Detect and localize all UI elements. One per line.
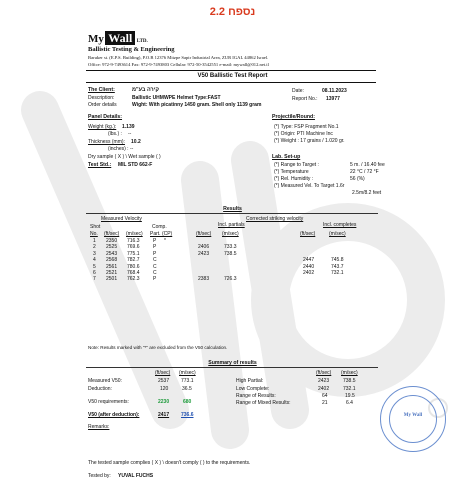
shot-cp: C [153, 263, 157, 270]
shot-ms: 780.6 [127, 263, 140, 270]
sum-fts-header-2: (ft/sec) [316, 370, 332, 376]
client-label: The Client: [88, 87, 115, 93]
shot-ms: 768.4 [127, 270, 140, 276]
company-contact: Office: 972-9-7493614 Fax: 972-9-7493803 Cellular: 972-50-3542551 e-mail: mywall@012.net.il [88, 62, 269, 67]
shot-fts: 2525 [106, 244, 118, 251]
complete-ms: 732.1 [331, 270, 344, 276]
stamp-text: My Wall [403, 413, 423, 418]
report-title: V50 Ballistic Test Report [197, 73, 268, 79]
results-note: Note: Results marked with "*" are excluded from the V50 calculation. [88, 345, 228, 350]
shot-no: 2 [93, 244, 96, 251]
client-value: קירה בע"מ [132, 87, 159, 93]
partials-ms-header: (m/sec) [222, 231, 239, 237]
range-results-label: Range of Results: [236, 393, 276, 399]
fts-header: (ft/sec) [104, 231, 120, 237]
inches-value: -- [130, 146, 134, 152]
tested-by-label: Tested by: [88, 473, 111, 479]
range-mixed-label: Range of Mixed Results: [236, 400, 291, 406]
company-subtitle: Ballistic Testing & Engineering [88, 46, 175, 53]
high-partial-label: High Partial: [236, 378, 264, 384]
measured-v50-label: Measured V50: [88, 378, 122, 384]
order-details-value: Wight: With picatinny 1450 gram. Shell only 1139 gram [132, 102, 262, 108]
deduction-ms: 36.5 [182, 386, 192, 392]
thickness-value: 10.2 [131, 139, 141, 145]
deduction-label: Deduction: [88, 386, 112, 392]
lab-range-value: 5 m. / 16.40 fee [350, 162, 385, 168]
lab-temp-label: (*) Temperature [274, 169, 309, 175]
low-complete-label: Low Complete: [236, 386, 270, 392]
inches-label: (inches) : [108, 146, 129, 152]
requirements-fts: 2230 [158, 399, 170, 405]
range-results-fts: 64 [322, 393, 328, 399]
part-header: Part. (CP) [150, 231, 173, 237]
complies-statement: The tested sample complies ( X ) \ doesn't comply ( ) to the requirements. [88, 460, 251, 466]
complete-fts: 2402 [303, 270, 315, 276]
shot-fts: 2501 [106, 276, 118, 283]
complete-fts: 2447 [303, 257, 315, 264]
thickness-label: Thickness (mm): [88, 139, 125, 145]
measured-v50-fts: 2537 [158, 378, 170, 384]
shot-cp: C [153, 270, 157, 276]
measured-velocity-header: Measured Velocity [101, 216, 142, 222]
low-complete-ms: 732.1 [343, 386, 356, 392]
lab-measured-value: 2.5m/8.2 feet [352, 190, 382, 196]
header-rule-2 [86, 82, 376, 83]
summary-rule [86, 367, 378, 368]
sum-fts-header: (ft/sec) [155, 370, 171, 376]
measured-v50-ms: 773.1 [181, 378, 194, 384]
projectile-weight: (*) Weight : 17 grains / 1.020 gr. [274, 138, 345, 144]
date-label: Date: [292, 88, 304, 94]
after-deduction-label: V50 (after deduction): [88, 412, 140, 418]
lab-humidity-label: (*) Rel. Humidity : [274, 176, 314, 182]
test-std-label: Test Std.: [88, 162, 112, 168]
lab-range-label: (*) Range to Target : [274, 162, 319, 168]
shot-ms: 716.3 [127, 238, 140, 244]
order-details-label: Order details [88, 102, 117, 108]
sum-ms-header-2: (m/sec) [341, 370, 358, 376]
dry-wet-sample: Dry sample ( X ) \ Wet sample ( ) [88, 154, 161, 160]
incl-completes-header: Incl. completes [323, 222, 357, 228]
projectile-origin: (*) Origin: PTI Machine Inc [274, 131, 333, 137]
weight-kg-label: Weight (kg.): [88, 124, 117, 130]
complete-fts: 2440 [303, 263, 315, 270]
completes-fts-header: (ft/sec) [300, 231, 316, 237]
after-deduction-fts: 2417 [158, 412, 170, 418]
summary-title: Summary of results [208, 360, 257, 366]
incl-partials-header: Incl. partials [218, 222, 245, 228]
shot-cp: P [153, 250, 157, 257]
shot-ms: 762.3 [127, 276, 140, 283]
shot-no: 1 [93, 238, 96, 244]
shot-header: Shot [90, 224, 101, 230]
lab-temp-value: 22 °C / 72 °F [350, 169, 379, 175]
range-mixed-ms: 6.4 [346, 400, 353, 406]
results-rule [86, 213, 378, 214]
panel-title: Panel Details: [88, 114, 123, 120]
partial-ms: 726.3 [224, 276, 237, 283]
weight-lbs-label: (lbs.) : [108, 131, 122, 137]
header-rule [86, 70, 376, 71]
lab-measured-label: (*) Measured Vel. To Target 1.6r [274, 183, 345, 189]
report-no-value: 13977 [326, 96, 340, 102]
no-header: No. [90, 231, 98, 237]
shot-ms: 769.6 [127, 244, 140, 251]
shot-ms: 782.7 [127, 257, 140, 264]
shot-fts: 2568 [106, 257, 118, 264]
shot-no: 3 [93, 250, 96, 257]
partial-ms: 733.3 [224, 244, 237, 251]
partial-fts: 2423 [198, 250, 210, 257]
completes-ms-header: (m/sec) [329, 231, 346, 237]
report-no-label: Report No.: [292, 96, 318, 102]
results-title: Results [223, 206, 242, 212]
shot-ms: 775.1 [127, 250, 140, 257]
company-logo: My Wall LTD. [88, 31, 148, 45]
shot-fts: 2561 [106, 263, 118, 270]
projectile-type: (*) Type: FSP Fragment No.1 [274, 124, 339, 130]
description-label: Description: [88, 95, 115, 101]
weight-lbs-value: -- [128, 131, 132, 137]
shot-no: 5 [93, 263, 96, 270]
shot-cp: C [153, 257, 157, 264]
company-stamp [380, 386, 446, 452]
weight-kg-value: 1.139 [122, 124, 135, 130]
partial-fts: 2406 [198, 244, 210, 251]
description-value: Ballistic UHMWPE Helmet Type:FAST [132, 95, 221, 101]
high-partial-ms: 738.5 [343, 378, 356, 384]
remarks-label: Remarks: [88, 424, 110, 430]
test-std-value: MIL STD 662-F [118, 162, 153, 168]
after-deduction-ms: 736.6 [181, 412, 194, 418]
deduction-fts: 120 [160, 386, 169, 392]
shot-cp: P [153, 238, 157, 244]
shot-no: 7 [93, 276, 96, 283]
high-partial-fts: 2423 [318, 378, 330, 384]
shot-fts: 2543 [106, 250, 118, 257]
shot-excluded-mark: * [164, 238, 166, 244]
shot-fts: 2521 [106, 270, 118, 276]
lab-title: Lab. Set-up [272, 154, 301, 160]
corrected-velocity-header: Corrected striking velocity [246, 216, 304, 222]
shot-no: 4 [93, 257, 96, 264]
requirements-ms: 680 [183, 399, 192, 405]
low-complete-fts: 2402 [318, 386, 330, 392]
appendix-label: נספח 2.2 [209, 6, 256, 18]
complete-ms: 743.7 [331, 263, 344, 270]
projectile-title: Projectile/Round: [272, 114, 315, 120]
shot-no: 6 [93, 270, 96, 276]
company-address: Baruker st. (E.P.S. Building), P.O.B 12376 Mitzpe Sapir Industrial Area, ZUR IGAL 44862 Israel. [88, 55, 269, 60]
ms-header: (m/sec) [126, 231, 143, 237]
partial-fts: 2383 [198, 276, 210, 283]
sum-ms-header: (m/sec) [179, 370, 196, 376]
shot-cp: P [153, 276, 157, 283]
tested-by-value: YUVAL FUCHS [118, 473, 154, 479]
comp-header: Comp. [152, 224, 167, 230]
shot-fts: 2350 [106, 238, 118, 244]
shot-cp: P [153, 244, 157, 251]
range-mixed-fts: 21 [322, 400, 328, 406]
date-value: 08.11.2023 [322, 88, 347, 94]
complete-ms: 745.8 [331, 257, 344, 264]
partial-ms: 738.5 [224, 250, 237, 257]
requirements-label: V50 requirements: [88, 399, 129, 405]
lab-humidity-value: 56 (%) [350, 176, 365, 182]
range-results-ms: 19.5 [345, 393, 355, 399]
partials-fts-header: (ft/sec) [196, 231, 212, 237]
